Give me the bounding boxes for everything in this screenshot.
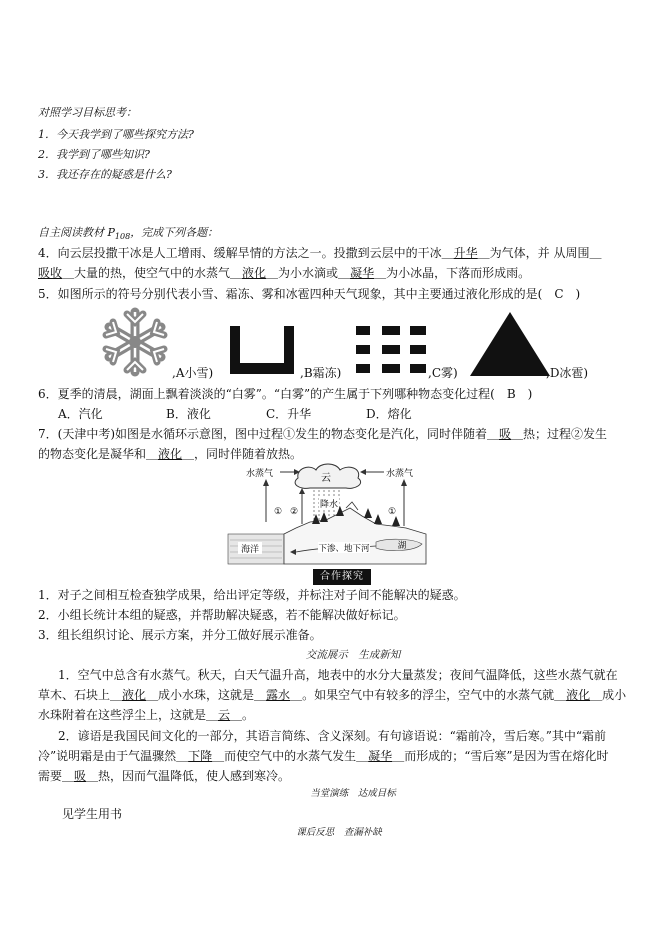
exchange-1-line-2: 草木、石块上＿液化＿成小水珠，这就是＿露水＿。如果空气中有较多的浮尘，空气中的水蒸气就＿液化＿成小 <box>38 688 627 702</box>
question-6-option-b: B．液化 <box>166 407 211 421</box>
option-c-label: ,C雾) <box>428 366 458 380</box>
exchange-2-line-3: 需要＿吸＿热，因而气温降低，使人感到寒冷。 <box>38 769 291 783</box>
coop-banner: 合作探究 <box>313 569 371 585</box>
exchange-2-line-1: 2．谚语是我国民间文化的一部分，其语言简练、含义深刻。有句谚语说：“霜前冷，雪后寒。”其中“霜前 <box>58 729 607 743</box>
sea-label: 海洋 <box>240 545 260 555</box>
fog-symbol <box>356 326 426 374</box>
coop-instruction-1: 1．对子之间相互检查独学成果，给出评定等级，并标注对子间不能解决的疑惑。 <box>38 588 466 602</box>
reflect-question-3: 3．我还存在的疑惑是什么? <box>38 168 172 181</box>
after-class-heading: 课后反思 查漏补缺 <box>296 827 382 838</box>
vapor-left-label: 水蒸气 <box>246 469 274 479</box>
frost-symbol <box>228 326 296 374</box>
vapor-right-label: 水蒸气 <box>386 469 414 479</box>
coop-instruction-3: 3．组长组织讨论、展示方案，并分工做好展示准备。 <box>38 628 322 642</box>
hail-symbol <box>470 312 550 376</box>
question-4-line-1: 4．向云层投撒干冰是人工增雨、缓解旱情的方法之一。投撒到云层中的干冰＿升华＿为气体，并 从周围＿ <box>38 246 602 260</box>
underground-label: 下渗、地下河 <box>318 544 370 554</box>
question-4-line-2: 吸收＿大量的热，使空气中的水蒸气＿液化＿为小水滴或＿凝华＿为小冰晶，下落而形成雨。 <box>38 266 531 280</box>
question-6-option-d: D．熔化 <box>366 407 412 421</box>
reflect-question-1: 1．今天我学到了哪些探究方法? <box>38 128 194 141</box>
option-a-label: ,A小雪) <box>172 366 214 380</box>
question-6-option-a: A．汽化 <box>58 407 103 421</box>
exchange-1-line-1: 1．空气中总含有水蒸气。秋天，白天气温升高，地表中的水分大量蒸发；夜间气温降低，这些水蒸气就在 <box>58 668 618 682</box>
snowflake-icon <box>96 306 174 378</box>
exchange-2-line-2: 冷”说明霜是由于气温骤然＿下降＿而使空气中的水蒸气发生＿凝华＿而形成的；“雪后寒”是因为雪在熔化时 <box>38 749 609 763</box>
question-6-stem: 6．夏季的清晨，湖面上飘着淡淡的“白雾”。“白雾”的产生属于下列哪种物态变化过程( B ) <box>38 387 533 401</box>
process-2-label: ② <box>290 507 299 517</box>
process-1-right-label: ① <box>388 507 397 517</box>
reflect-question-2: 2．我学到了哪些知识? <box>38 148 150 161</box>
coop-instruction-2: 2．小组长统计本组的疑惑，并帮助解决疑惑，若不能解决做好标记。 <box>38 608 406 622</box>
question-5-stem: 5．如图所示的符号分别代表小雪、霜冻、雾和冰雹四种天气现象，其中主要通过液化形成的是( C ) <box>38 287 581 301</box>
reflect-heading: 对照学习目标思考： <box>38 106 137 119</box>
question-6-option-c: C．升华 <box>266 407 312 421</box>
question-7-line-2: 的物态变化是凝华和＿液化＿，同时伴随着放热。 <box>38 447 303 461</box>
option-d-label: ,D冰雹) <box>546 366 589 380</box>
cloud-label: 云 <box>321 473 331 484</box>
option-b-label: ,B霜冻) <box>300 366 342 380</box>
question-7-line-1: 7．(天津中考)如图是水循环示意图，图中过程①发生的物态变化是汽化，同时伴随着＿吸＿热；过程②发生 <box>38 427 608 441</box>
process-1-left-label: ① <box>274 507 283 517</box>
practice-heading: 当堂演练 达成目标 <box>310 788 396 799</box>
see-student-book: 见学生用书 <box>62 807 123 821</box>
exchange-heading: 交流展示 生成新知 <box>305 649 401 661</box>
selfstudy-heading: 自主阅读教材 $P_{108}$，完成下列各题： <box>38 226 219 242</box>
exchange-1-line-3: 水珠附着在这些浮尘上，这就是＿云＿。 <box>38 708 255 722</box>
lake-label: 湖 <box>397 541 407 551</box>
rain-label: 降水 <box>319 500 339 510</box>
water-cycle-diagram <box>226 462 436 572</box>
